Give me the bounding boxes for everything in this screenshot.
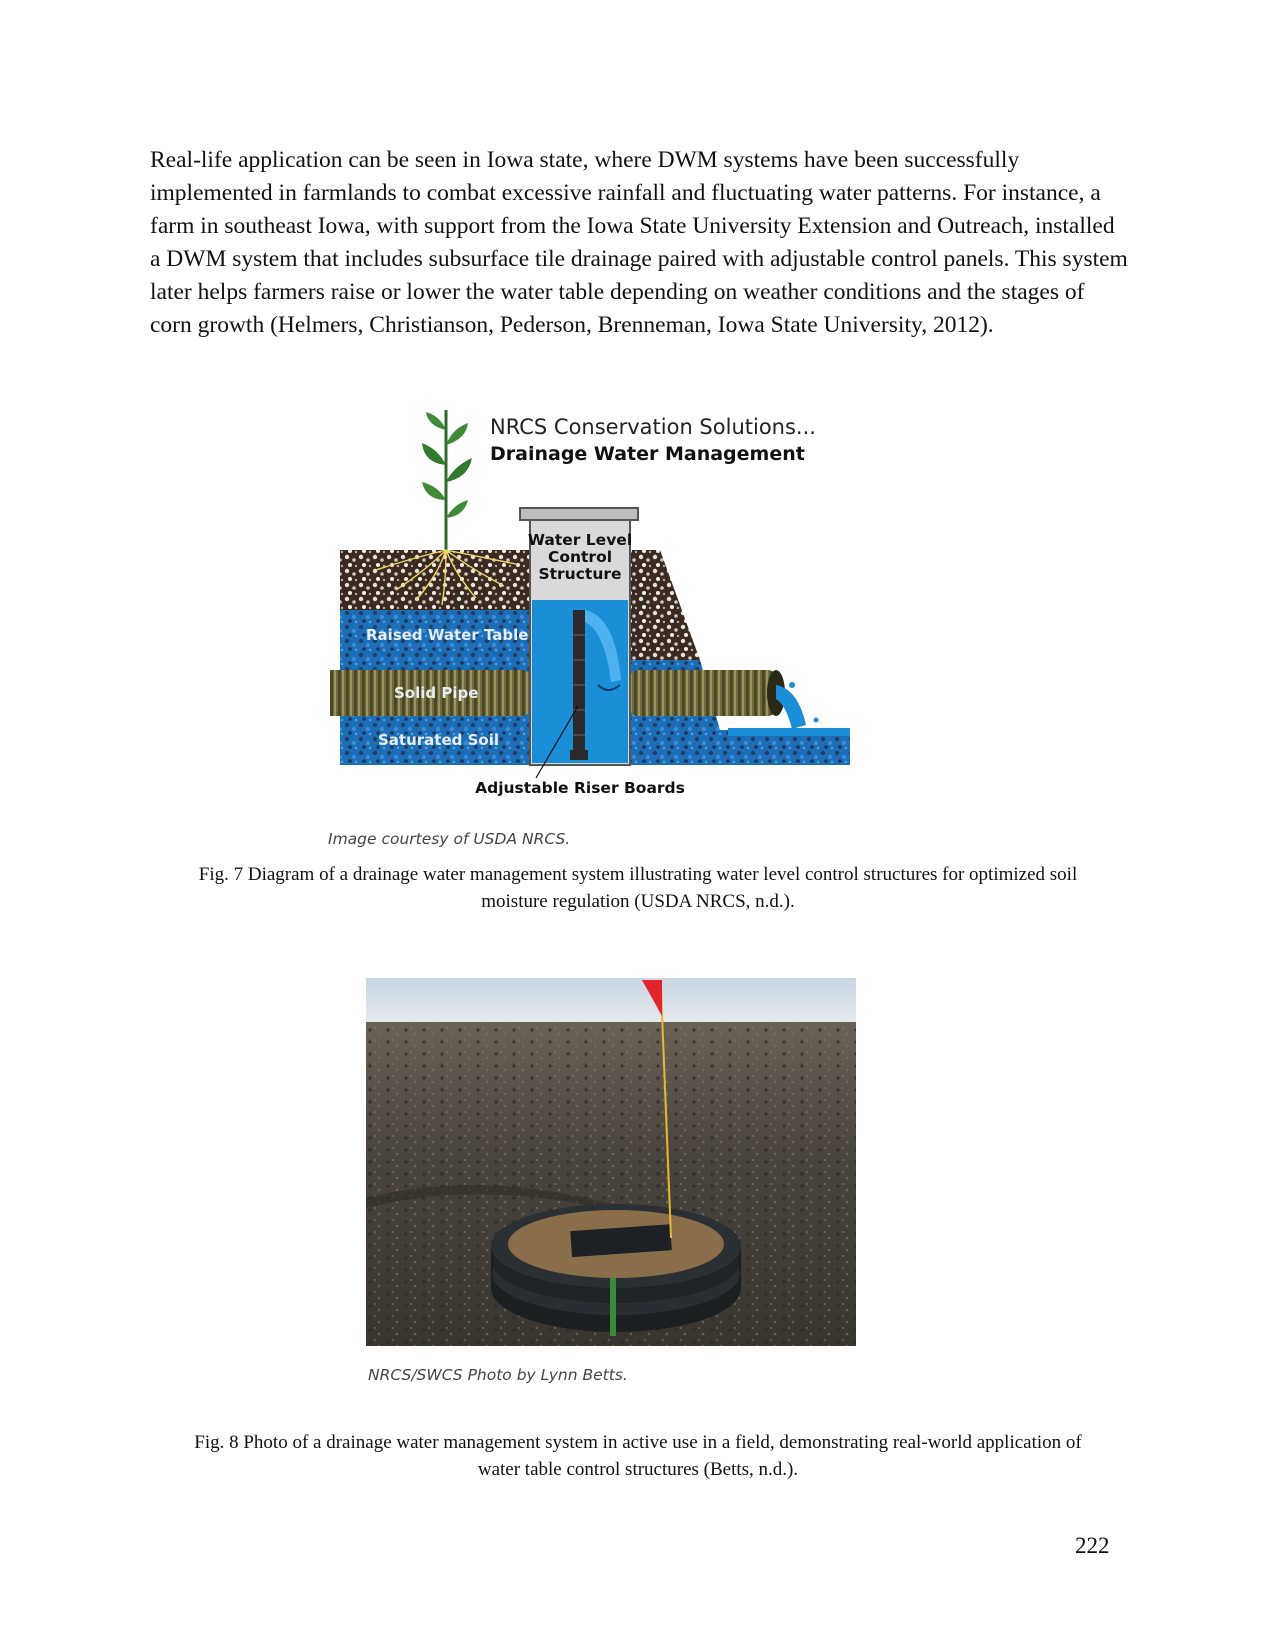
diagram-title-line2: Drainage Water Management (490, 443, 805, 465)
label-raised-water-table: Raised Water Table (366, 626, 529, 644)
corn-plant-icon (422, 410, 472, 550)
field-photo (366, 978, 856, 1346)
label-saturated-soil: Saturated Soil (378, 731, 499, 749)
body-paragraph: Real-life application can be seen in Iowa state, where DWM systems have been successfully implemented in farmlands to combat excessive rainfall and fluctuating water patterns. For instance, a farm in southeast Iowa, with support from the Iowa State University Extension and Outreach, installed a DWM system that includes subsurface tile drainage paired with adjustable control panels. This system later helps farmers raise or lower the water table depending on weather conditions and the stages of corn growth (Helmers, Christianson, Pederson, Brenneman, Iowa State University, 2012). (150, 147, 1128, 338)
figure7-caption-line1: Fig. 7 Diagram of a drainage water management system illustrating water level control structures for optimized soil (198, 864, 1078, 885)
figure8-caption-line1: Fig. 8 Photo of a drainage water management system in active use in a field, demonstrating real-world application of (194, 1432, 1082, 1453)
page-number: 222 (1075, 1533, 1110, 1558)
structure-label-line2: Control (547, 548, 613, 566)
figure8-credit: NRCS/SWCS Photo by Lynn Betts. (368, 1366, 628, 1384)
figure7-credit: Image courtesy of USDA NRCS. (328, 830, 571, 848)
culvert-ring (491, 1204, 741, 1336)
structure-label-line3: Structure (538, 565, 622, 583)
diagram-title-line1: NRCS Conservation Solutions... (490, 415, 816, 439)
figure7-caption-line2: moisture regulation (USDA NRCS, n.d.). (481, 891, 795, 912)
label-riser-boards: Adjustable Riser Boards (475, 779, 685, 797)
structure-label-line1: Water Level (527, 531, 633, 549)
label-solid-pipe: Solid Pipe (394, 684, 479, 702)
drainage-diagram (330, 400, 910, 800)
figure8-caption-line2: water table control structures (Betts, n.d.). (477, 1459, 799, 1480)
